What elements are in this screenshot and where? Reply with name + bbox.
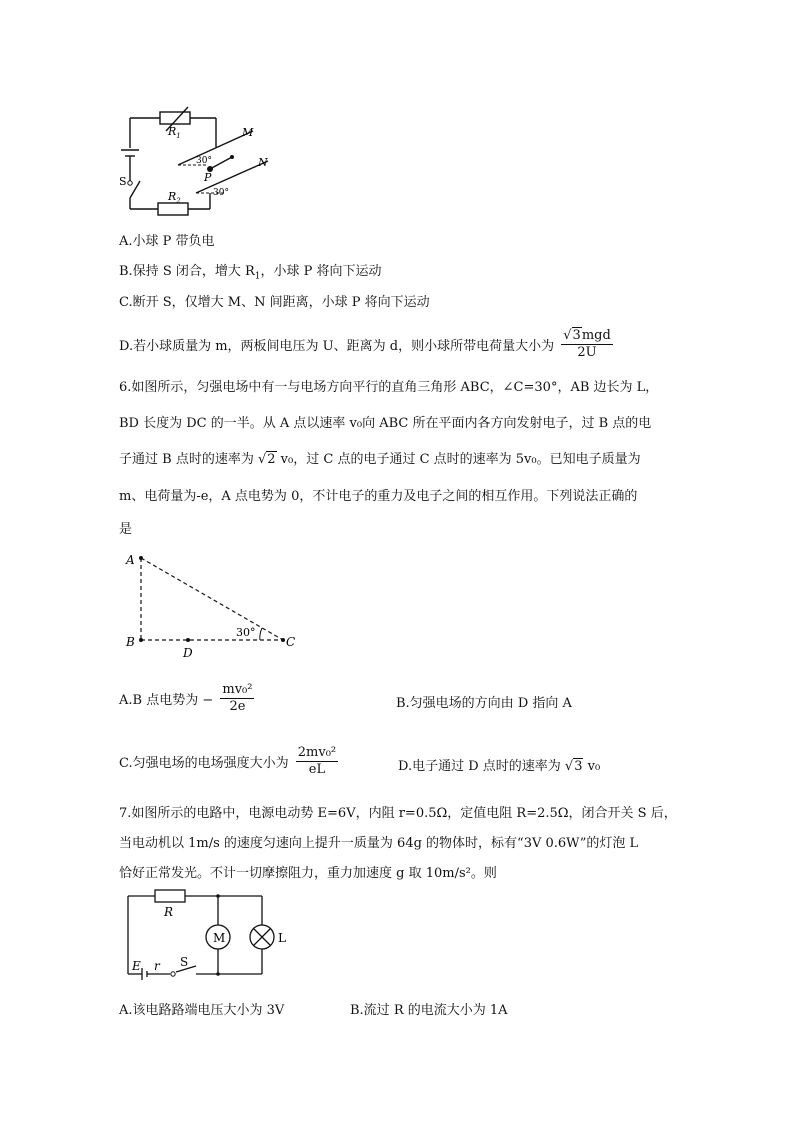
point-c-label: C: [286, 635, 296, 649]
q6-stem-line-1: 6.如图所示，匀强电场中有一与电场方向平行的直角三角形 ABC，∠C=30°，AB 边长为 L，: [119, 380, 659, 395]
q7-stem-line-3: 恰好正常发光。不计一切摩擦阻力，重力加速度 g 取 10m/s²。则: [119, 866, 497, 881]
lamp-l-label: L: [278, 931, 286, 945]
q6-option-d: D.电子通过 D 点时的速率为 √3 v₀: [398, 759, 601, 774]
point-d-label: D: [183, 646, 193, 658]
point-a-label: A: [126, 553, 135, 567]
q5-option-d-fraction: $\frac{\text{√3mgd}}{2U}$: [563, 328, 611, 360]
q6-option-b: B.匀强电场的方向由 D 指向 A: [396, 696, 572, 711]
triangle-figure: [120, 548, 300, 658]
q7-stem-line-1: 7.如图所示的电路中，电源电动势 E=6V，内阻 r=0.5Ω，定值电阻 R=2.5Ω，闭合开关 S 后，: [119, 806, 677, 821]
q6-stem-line-2: BD 长度为 DC 的一半。从 A 点以速率 v₀向 ABC 所在平面内各方向发射电子，过 B 点的电: [119, 416, 652, 431]
circuit-figure-1: [118, 103, 278, 218]
resistor-r-label: R: [164, 905, 174, 919]
q7-stem-line-2: 当电动机以 1m/s 的速度匀速向上提升一质量为 64g 的物体时，标有“3V 0.6W”的灯泡 L: [119, 836, 639, 851]
switch-s-label: S: [119, 175, 127, 188]
q5-option-d: D.若小球质量为 m，两板间电压为 U、距离为 d，则小球所带电荷量大小为 $\frac{\text{√3mgd}}{2U}$: [119, 328, 611, 360]
q6-option-a-fraction: $\frac{\text{mv₀²}}{2e}$: [222, 682, 253, 714]
q5-option-b: B.保持 S 闭合，增大 $R_1$，小球 P 将向下运动: [119, 264, 382, 282]
plate-m-label: M: [242, 126, 254, 139]
r1-label: $R_1$: [168, 125, 181, 140]
q6-option-a: A.B 点电势为 − $\frac{\text{mv₀²}}{2e}$: [119, 682, 253, 714]
angle-c-label: 30°: [236, 626, 256, 639]
point-b-label: B: [126, 635, 135, 649]
r2-label: $R_2$: [168, 190, 181, 205]
q6-option-c: C.匀强电场的电场强度大小为 $\frac{\text{2mv₀²}}{eL}$: [119, 745, 337, 777]
motor-m-label: M: [213, 931, 226, 945]
q6-option-c-fraction: $\frac{\text{2mv₀²}}{eL}$: [297, 745, 337, 777]
q5-option-c: C.断开 S，仅增大 M、N 间距离，小球 P 将向下运动: [119, 295, 430, 310]
q5-option-a: A.小球 P 带负电: [119, 234, 215, 249]
q6-stem-line-4: m、电荷量为-e，A 点电势为 0，不计电子的重力及电子之间的相互作用。下列说法正确的: [119, 489, 638, 504]
internal-r-label: r: [154, 959, 160, 973]
q6-stem-line-5: 是: [119, 522, 133, 537]
plate-n-label: N: [258, 156, 268, 169]
q7-option-a: A.该电路路端电压大小为 3V: [119, 1003, 285, 1018]
circuit-figure-2: [120, 886, 300, 982]
angle-label-2: 30°: [213, 188, 229, 198]
emf-e-label: E: [132, 959, 141, 973]
ball-p-label: P: [204, 171, 212, 184]
q7-option-b: B.流过 R 的电流大小为 1A: [350, 1003, 508, 1018]
angle-label-1: 30°: [196, 156, 212, 166]
q6-stem-line-3: 子通过 B 点时的速率为 √2 v₀，过 C 点的电子通过 C 点时的速率为 5v₀。已知电子质量为: [119, 452, 641, 467]
switch-s-label-2: S: [180, 955, 189, 969]
